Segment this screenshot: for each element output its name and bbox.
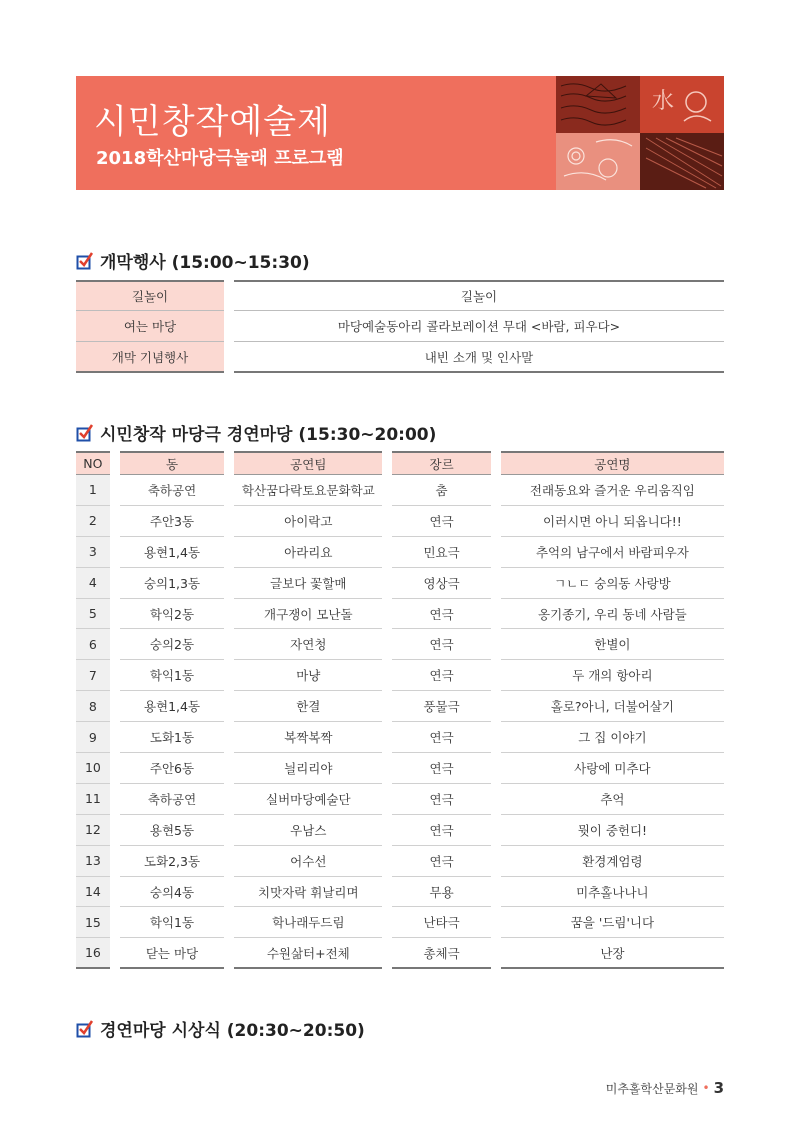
row-team: 글보다 꽃할매 <box>234 568 382 599</box>
row-title: 미추홀나나니 <box>501 877 724 908</box>
row-team: 학나래두드림 <box>234 907 382 938</box>
competition-table <box>76 451 724 969</box>
table-row <box>76 877 724 908</box>
row-district: 용현1,4동 <box>120 691 225 722</box>
row-title: 꿈을 '드림'니다 <box>501 907 724 938</box>
row-title: 두 개의 항아리 <box>501 660 724 691</box>
row-genre: 연극 <box>392 784 491 815</box>
row-title: 홀로?아니, 더불어살기 <box>501 691 724 722</box>
row-team: 한결 <box>234 691 382 722</box>
row-team: 아라리요 <box>234 537 382 568</box>
row-district: 학익1동 <box>120 660 225 691</box>
row-team: 복짝복짝 <box>234 722 382 753</box>
row-number: 9 <box>76 722 110 753</box>
table-row <box>76 815 724 846</box>
row-number: 14 <box>76 877 110 908</box>
footer-org: 미추홀학산문화원 <box>605 1081 699 1096</box>
row-number: 13 <box>76 846 110 877</box>
row-team: 마냥 <box>234 660 382 691</box>
row-district: 닫는 마당 <box>120 938 225 969</box>
table-row <box>76 691 724 722</box>
table-row <box>76 568 724 599</box>
row-genre: 연극 <box>392 629 491 660</box>
row-genre: 연극 <box>392 722 491 753</box>
page-footer <box>606 1079 724 1097</box>
row-district: 주안6동 <box>120 753 225 784</box>
row-title: 뭣이 중헌디! <box>501 815 724 846</box>
checkbox-check-icon <box>76 1020 94 1038</box>
column-header: 공연명 <box>501 451 724 475</box>
row-number: 8 <box>76 691 110 722</box>
row-number: 10 <box>76 753 110 784</box>
row-value: 마당예술동아리 콜라보레이션 무대 <바람, 피우다> <box>234 311 724 342</box>
page-number: 3 <box>713 1079 724 1097</box>
row-genre: 연극 <box>392 815 491 846</box>
row-team: 수원삶터+전체 <box>234 938 382 969</box>
table-row <box>76 629 724 660</box>
page-subtitle: 2018학산마당극놀래 프로그램 <box>96 148 344 169</box>
row-label: 길놀이 <box>76 280 224 311</box>
table-row <box>76 599 724 630</box>
row-number: 2 <box>76 506 110 537</box>
row-genre: 민요극 <box>392 537 491 568</box>
row-genre: 연극 <box>392 599 491 630</box>
checkbox-check-icon <box>76 424 94 442</box>
section-heading-text: 시민창작 마당극 경연마당 (15:30~20:00) <box>100 425 437 445</box>
row-label: 개막 기념행사 <box>76 342 224 373</box>
row-number: 11 <box>76 784 110 815</box>
section-heading-awards <box>76 1016 365 1041</box>
table-row <box>76 722 724 753</box>
row-title: 한별이 <box>501 629 724 660</box>
section-heading-text: 개막행사 (15:00~15:30) <box>100 253 310 273</box>
row-district: 숭의2동 <box>120 629 225 660</box>
row-team: 치맛자락 휘날리며 <box>234 877 382 908</box>
row-genre: 풍물극 <box>392 691 491 722</box>
row-genre: 춤 <box>392 475 491 506</box>
row-district: 도화2,3동 <box>120 846 225 877</box>
row-number: 7 <box>76 660 110 691</box>
row-number: 6 <box>76 629 110 660</box>
row-title: 환경계엄령 <box>501 846 724 877</box>
column-header: 장르 <box>392 451 491 475</box>
row-title: 이러시면 아니 되옵니다!! <box>501 506 724 537</box>
row-value: 길놀이 <box>234 280 724 311</box>
checkbox-check-icon <box>76 252 94 270</box>
section-heading-opening <box>76 248 310 273</box>
row-district: 축하공연 <box>120 784 225 815</box>
row-label: 여는 마당 <box>76 311 224 342</box>
row-district: 용현5동 <box>120 815 225 846</box>
row-genre: 난타극 <box>392 907 491 938</box>
row-title: 전래동요와 즐거운 우리움직임 <box>501 475 724 506</box>
row-title: 사랑에 미추다 <box>501 753 724 784</box>
table-row <box>76 660 724 691</box>
row-team: 아이락고 <box>234 506 382 537</box>
section-heading-competition <box>76 420 436 445</box>
row-genre: 연극 <box>392 660 491 691</box>
table-row <box>76 311 724 342</box>
table-row <box>76 907 724 938</box>
row-team: 개구쟁이 모난돌 <box>234 599 382 630</box>
table-row <box>76 506 724 537</box>
table-row <box>76 537 724 568</box>
page-title: 시민창작예술제 <box>94 102 331 142</box>
table-row <box>76 280 724 311</box>
table-header-row <box>76 451 724 475</box>
row-genre: 무용 <box>392 877 491 908</box>
row-number: 4 <box>76 568 110 599</box>
row-title: 난장 <box>501 938 724 969</box>
row-title: 옹기종기, 우리 동네 사람들 <box>501 599 724 630</box>
row-genre: 연극 <box>392 846 491 877</box>
table-row <box>76 753 724 784</box>
table-row <box>76 784 724 815</box>
row-title: ㄱㄴㄷ 숭의동 사랑방 <box>501 568 724 599</box>
row-district: 학익1동 <box>120 907 225 938</box>
table-row <box>76 475 724 506</box>
row-number: 3 <box>76 537 110 568</box>
row-genre: 총체극 <box>392 938 491 969</box>
row-district: 축하공연 <box>120 475 225 506</box>
row-district: 숭의4동 <box>120 877 225 908</box>
column-header: NO <box>76 451 110 475</box>
table-row <box>76 938 724 969</box>
footer-separator: • <box>702 1081 710 1095</box>
row-district: 도화1동 <box>120 722 225 753</box>
row-title: 그 집 이야기 <box>501 722 724 753</box>
row-number: 16 <box>76 938 110 969</box>
title-banner <box>76 76 724 190</box>
row-number: 15 <box>76 907 110 938</box>
row-team: 어수선 <box>234 846 382 877</box>
opening-events-table <box>76 280 724 373</box>
row-team: 늴리리야 <box>234 753 382 784</box>
row-genre: 연극 <box>392 753 491 784</box>
row-district: 주안3동 <box>120 506 225 537</box>
row-genre: 영상극 <box>392 568 491 599</box>
row-team: 실버마당예술단 <box>234 784 382 815</box>
row-district: 용현1,4동 <box>120 537 225 568</box>
row-number: 12 <box>76 815 110 846</box>
row-title: 추억 <box>501 784 724 815</box>
row-district: 학익2동 <box>120 599 225 630</box>
section-heading-text: 경연마당 시상식 (20:30~20:50) <box>100 1021 365 1041</box>
column-header: 동 <box>120 451 225 475</box>
row-number: 5 <box>76 599 110 630</box>
row-title: 추억의 남구에서 바람피우자 <box>501 537 724 568</box>
row-team: 우남스 <box>234 815 382 846</box>
table-row <box>76 342 724 373</box>
svg-text:水: 水 <box>652 89 675 114</box>
table-row <box>76 846 724 877</box>
column-header: 공연팀 <box>234 451 382 475</box>
row-team: 학산꿈다락토요문화학교 <box>234 475 382 506</box>
decorative-pattern-image <box>556 76 724 190</box>
row-number: 1 <box>76 475 110 506</box>
row-team: 자연청 <box>234 629 382 660</box>
row-value: 내빈 소개 및 인사말 <box>234 342 724 373</box>
row-genre: 연극 <box>392 506 491 537</box>
row-district: 숭의1,3동 <box>120 568 225 599</box>
